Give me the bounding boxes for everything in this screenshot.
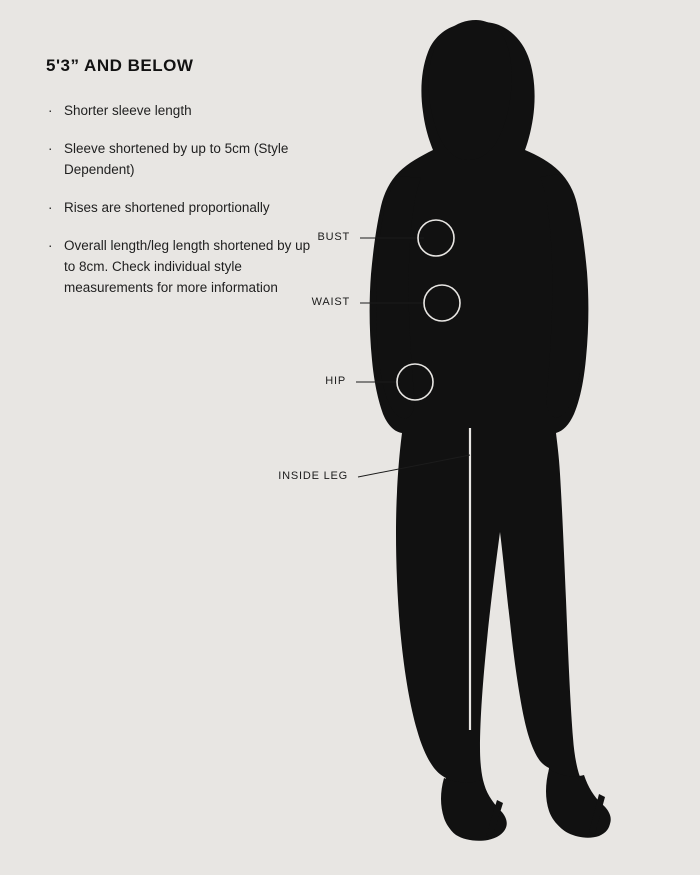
- bullet-marker: ·: [48, 141, 53, 156]
- bullet-marker: ·: [48, 200, 53, 215]
- inside-leg-label: INSIDE LEG: [278, 470, 348, 482]
- hip-label: HIP: [325, 375, 346, 387]
- list-item-text: Shorter sleeve length: [64, 103, 192, 118]
- list-item-text: Overall length/leg length shortened by up to 8cm. Check individual style measurements for more information: [64, 238, 311, 295]
- page-title: 5'3” AND BELOW: [46, 56, 194, 75]
- waist-label: WAIST: [311, 296, 350, 308]
- bust-label: BUST: [317, 231, 350, 243]
- list-item-text: Sleeve shortened by up to 5cm (Style Dependent): [64, 141, 289, 177]
- bullet-marker: ·: [48, 238, 53, 253]
- bullet-marker: ·: [48, 103, 53, 118]
- list-item-text: Rises are shortened proportionally: [64, 200, 270, 215]
